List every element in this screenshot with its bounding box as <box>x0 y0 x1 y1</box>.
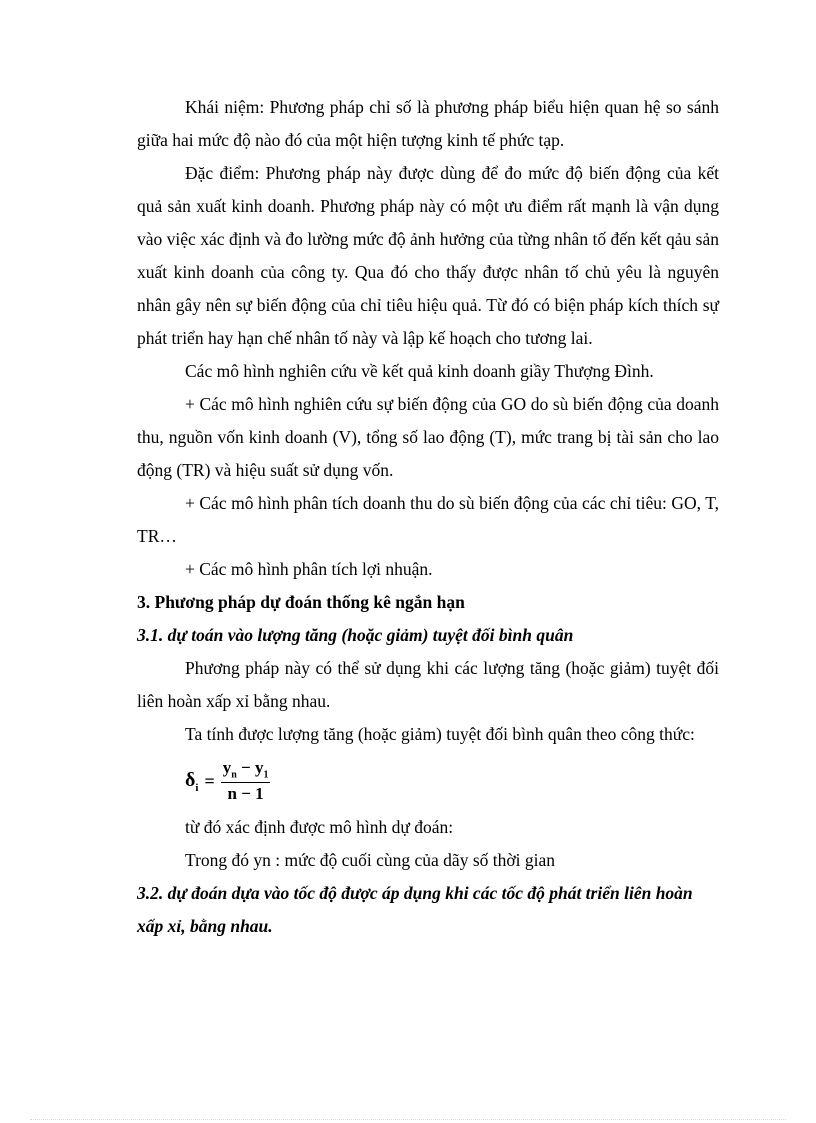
formula-denominator: n − 1 <box>227 783 264 803</box>
formula-equals: = <box>204 770 215 791</box>
model-go-paragraph: + Các mô hình nghiên cứu sự biến động của GO do sù biến động của doanh thu, nguồn vốn kinh doanh (V), tổng số lao động (T), mức trang bị tài sản cho lao động (TR) và hiệu suất sử dụng vốn. <box>137 394 719 480</box>
formula-lhs <box>185 769 198 794</box>
concept-paragraph: Khái niệm: Phương pháp chỉ số là phương pháp biểu hiện quan hệ so sánh giữa hai mức độ nào đó của một hiện tượng kinh tế phức tạp. <box>137 97 719 150</box>
model-profit-paragraph: + Các mô hình phân tích lợi nhuận. <box>185 559 433 579</box>
formula-intro-paragraph: Ta tính được lượng tăng (hoặc giảm) tuyệt đối bình quân theo công thức: <box>185 724 695 744</box>
section-3-1-heading: 3.1. dự toán vào lượng tăng (hoặc giảm) tuyệt đối bình quân <box>137 625 574 645</box>
numerator-term-b-subscript: 1 <box>263 769 269 781</box>
characteristics-paragraph: Đặc điểm: Phương pháp này được dùng để đo mức độ biến động của kết quả sản xuất kinh doanh. Phương pháp này có một ưu điểm rất mạnh là vận dụng vào việc xác định và đo lường mức độ ảnh hưởng của từng nhân tố đến kết qảu sản xuất kinh doanh của công ty. Qua đó cho thấy được nhân tố chủ yêu là nguyên nhân gây nên sự biến động của chỉ tiêu hiệu quả. Từ đó có biện pháp kích thích sự phát triển hay hạn chế nhân tố này và lập kế hoạch cho tương lai. <box>137 163 719 348</box>
prediction-model-paragraph: từ đó xác định được mô hình dự đoán: <box>185 817 454 837</box>
formula-fraction <box>221 758 271 803</box>
formula-delta: δ <box>185 768 196 791</box>
model-revenue-paragraph: + Các mô hình phân tích doanh thu do sù biến động của các chỉ tiêu: GO, T, TR… <box>137 493 719 546</box>
formula-numerator <box>221 758 271 782</box>
average-change-formula <box>185 751 719 811</box>
section-3-heading: 3. Phương pháp dự đoán thống kê ngắn hạn <box>137 592 465 612</box>
formula-delta-subscript: i <box>195 781 199 794</box>
section-3-2-heading: 3.2. dự đoán dựa vào tốc độ được áp dụng khi các tốc độ phát triển liên hoàn xấp xỉ, bằng nhau. <box>137 883 693 936</box>
method-usage-paragraph: Phương pháp này có thể sử dụng khi các lượng tăng (hoặc giảm) tuyệt đối liên hoàn xấp xỉ bằng nhau. <box>137 658 719 711</box>
page-bottom-rule <box>30 1119 786 1120</box>
definition-paragraph: Trong đó yn : mức độ cuối cùng của dãy số thời gian <box>185 850 555 870</box>
document-page <box>137 91 719 943</box>
numerator-term-a: y <box>222 758 232 778</box>
numerator-term-b: y <box>254 758 264 778</box>
numerator-term-a-subscript: n <box>231 769 237 781</box>
numerator-minus: − <box>236 758 255 778</box>
models-intro-paragraph: Các mô hình nghiên cứu về kết quả kinh doanh giầy Thượng Đình. <box>185 361 654 381</box>
